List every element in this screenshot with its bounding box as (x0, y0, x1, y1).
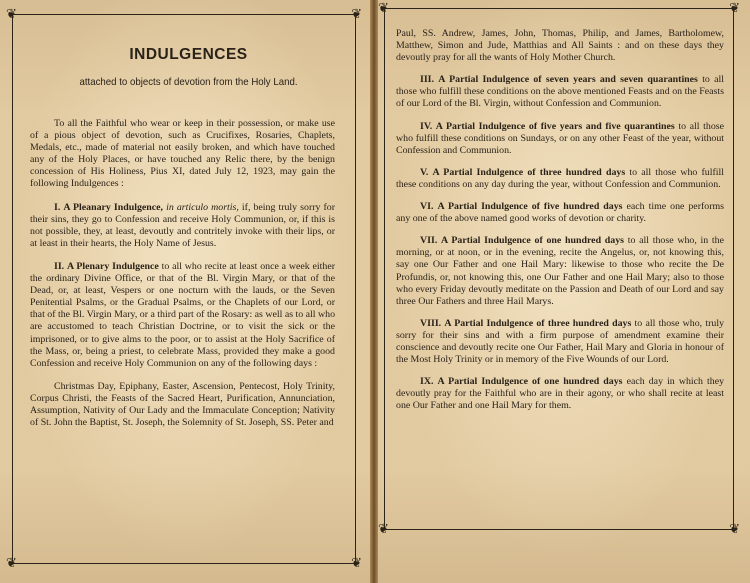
section-number: IX. (420, 376, 434, 388)
section-italic: in articulo mortis, (166, 201, 239, 213)
section-5 (396, 167, 724, 191)
section-8 (396, 318, 724, 366)
section-4 (396, 121, 724, 157)
section-title: A Partial Indulgence of one hundred days (437, 376, 623, 388)
section-number: VIII. (420, 317, 442, 329)
section-text: each time one performs any one of the above named good works of devotion or charity. (396, 201, 725, 225)
section-text: to all those who, in the morning, or at noon, or in the evening, recite the Angelus, or, not knowing this, say one Our Father and one Hail Mary: likewise to those who recite the De Profundis, or, not knowing this, one Our Father and one Hail Mary; also to those who every Friday devoutly meditate on the Passion and Death of our Lord and say three Our Fathers and three Hail Marys. (396, 235, 724, 307)
page-title: INDULGENCES (129, 46, 248, 63)
section-text: to all those who fulfill these conditions on Sundays, or on any other Feast of the year, without Confession and Communion. (396, 120, 724, 156)
section-title: A Partial Indulgence of five years and five quarantines (435, 120, 675, 132)
section-7 (396, 235, 724, 308)
corner-ornament-icon: ❦ (6, 556, 17, 571)
section-6 (396, 201, 724, 225)
intro-paragraph: To all the Faithful who wear or keep in their possession, or make use of a pious object of devotion, such as Crucifixes, Rosaries, Chaplets, Medals, etc., made of material not easily broken, and which have touched any of the Holy Places, or have touched any Relic there, by the benign concession of His Holiness, Pius XI, dated July 12, 1923, may gain the following Indulgences : (30, 118, 335, 190)
section-title: A Plenary Indulgence (66, 260, 159, 272)
section-text: each day in which they devoutly pray for the Faithful who are in their agony, or who shall recite at least one Our Father and one Hail Mary for them. (396, 376, 725, 412)
continuation-paragraph: Paul, SS. Andrew, James, John, Thomas, Philip, and James, Bartholomew, Matthew, Simon and Jude, Matthias and All Saints : and on these days they devoutly pray for all the wants of Holy Mother Church. (396, 28, 724, 64)
section-text: to all who recite at least once a week either the ordinary Divine Office, or that of the Bl. Virgin Mary, or that of the Dead, or, at least, Vespers or one nocturn with the lauds, or the Seven Penitential Psalms, or the Gradual Psalms, or the Chaplets of our Lord, or that of the Bl. Virgin Mary, or a third part of the Rosary: as well as to all who are accustomed to teach Christian Doctrine, or to visit the sick or the imprisoned, or to give alms to the poor, or to assist at the Holy Sacrifice of the Mass, or, being a priest, to celebrate Mass, provided they make a good Confession and receive Holy Communion on any of the following days : (30, 260, 336, 369)
section-title: A Partial Indulgence of seven years and seven quarantines (438, 74, 698, 86)
section-number: V. (420, 166, 429, 178)
corner-ornament-icon: ❦ (378, 522, 389, 537)
corner-ornament-icon: ❦ (351, 7, 362, 22)
section-title: A Pleanary Indulgence, (63, 201, 164, 213)
section-number: I. (54, 201, 61, 213)
section-number: IV. (420, 120, 433, 132)
section-title: A Partial Indulgence of three hundred days (432, 166, 626, 178)
left-page-content (30, 40, 335, 429)
section-number: II. (54, 260, 65, 272)
book-gutter (370, 0, 378, 583)
left-page (0, 0, 370, 583)
section-text: if, being truly sorry for their sins, they go to Confession and receive Holy Communion, or, if this is not possible, they, at least, devoutly and contritely invoke with their lips, or at least in their hearts, the Holy Name of Jesus. (30, 201, 336, 249)
corner-ornament-icon: ❦ (729, 1, 740, 16)
section-number: VI. (420, 201, 434, 213)
section-text: to all those who fulfill these conditions on the above mentioned Feasts and on the Feasts of our Lord of the Bl. Virgin, without Confession and Communion. (396, 74, 725, 110)
section-number: III. (420, 74, 434, 86)
page-subtitle: attached to objects of devotion from the Holy Land. (79, 76, 298, 88)
corner-ornament-icon: ❦ (729, 522, 740, 537)
corner-ornament-icon: ❦ (378, 1, 389, 16)
section-number: VII. (420, 235, 438, 247)
section-3 (396, 74, 724, 110)
section-text: to all those who, truly sorry for their sins and with a firm purpose of amendment examine their conscience and devoutly recite one Our Father, Hail Mary and Gloria in honour of the Most Holy Trinity or in memory of the Five Wounds of our Lord. (396, 317, 725, 366)
corner-ornament-icon: ❦ (6, 7, 17, 22)
right-page-content (396, 28, 724, 422)
corner-ornament-icon: ❦ (351, 556, 362, 571)
section-2 (30, 261, 335, 370)
feast-days-paragraph: Christmas Day, Epiphany, Easter, Ascension, Pentecost, Holy Trinity, Corpus Christi, the Feasts of the Sacred Heart, Purification, Annunciation, Assumption, Nativity of Our Lady and the Immaculate Conception; Nativity of St. John the Baptist, St. Joseph, the Solemnity of St. Joseph, SS. Peter and (30, 380, 335, 429)
section-title: A Partial Indulgence of three hundred days (444, 317, 632, 329)
section-1 (30, 202, 335, 250)
section-title: A Partial Indulgence of one hundred days (441, 235, 624, 247)
section-title: A Partial Indulgence of five hundred days (437, 201, 623, 213)
section-text: to all those who fulfill these conditions on any day during the year, without Confession and Communion. (396, 166, 724, 190)
right-page (378, 0, 750, 583)
section-9 (396, 376, 724, 412)
